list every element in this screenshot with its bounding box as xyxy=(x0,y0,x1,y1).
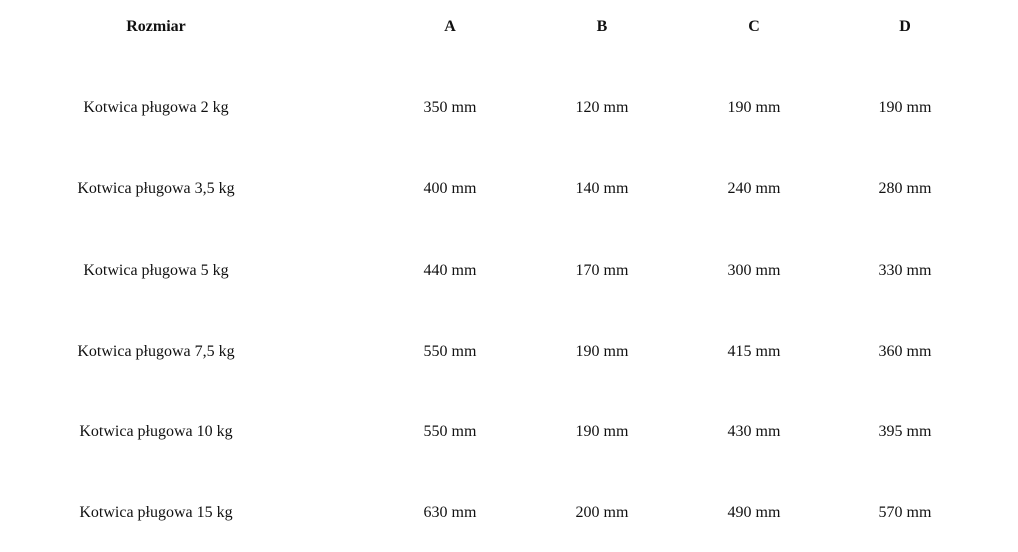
cell-c: 415 mm xyxy=(727,343,781,360)
header-c: C xyxy=(748,18,760,35)
cell-a: 550 mm xyxy=(423,423,477,440)
row-size-label: Kotwica pługowa 5 kg xyxy=(83,262,229,279)
cell-d: 330 mm xyxy=(878,262,932,279)
cell-d: 395 mm xyxy=(878,423,932,440)
cell-d: 190 mm xyxy=(878,99,932,116)
cell-c: 190 mm xyxy=(727,99,781,116)
cell-c: 300 mm xyxy=(727,262,781,279)
cell-b: 190 mm xyxy=(575,343,629,360)
header-d: D xyxy=(899,18,911,35)
row-size-label: Kotwica pługowa 10 kg xyxy=(79,423,233,440)
cell-a: 350 mm xyxy=(423,99,477,116)
header-b: B xyxy=(596,18,608,35)
cell-b: 200 mm xyxy=(575,504,629,521)
cell-b: 120 mm xyxy=(575,99,629,116)
cell-c: 240 mm xyxy=(727,180,781,197)
cell-b: 140 mm xyxy=(575,180,629,197)
cell-b: 190 mm xyxy=(575,423,629,440)
row-size-label: Kotwica pługowa 15 kg xyxy=(79,504,233,521)
cell-c: 430 mm xyxy=(727,423,781,440)
cell-d: 570 mm xyxy=(878,504,932,521)
row-size-label: Kotwica pługowa 7,5 kg xyxy=(77,343,235,360)
cell-d: 280 mm xyxy=(878,180,932,197)
cell-a: 440 mm xyxy=(423,262,477,279)
cell-d: 360 mm xyxy=(878,343,932,360)
row-size-label: Kotwica pługowa 3,5 kg xyxy=(77,180,235,197)
cell-a: 550 mm xyxy=(423,343,477,360)
cell-c: 490 mm xyxy=(727,504,781,521)
header-a: A xyxy=(444,18,456,35)
cell-a: 400 mm xyxy=(423,180,477,197)
header-size: Rozmiar xyxy=(126,18,186,35)
cell-a: 630 mm xyxy=(423,504,477,521)
cell-b: 170 mm xyxy=(575,262,629,279)
row-size-label: Kotwica pługowa 2 kg xyxy=(83,99,229,116)
